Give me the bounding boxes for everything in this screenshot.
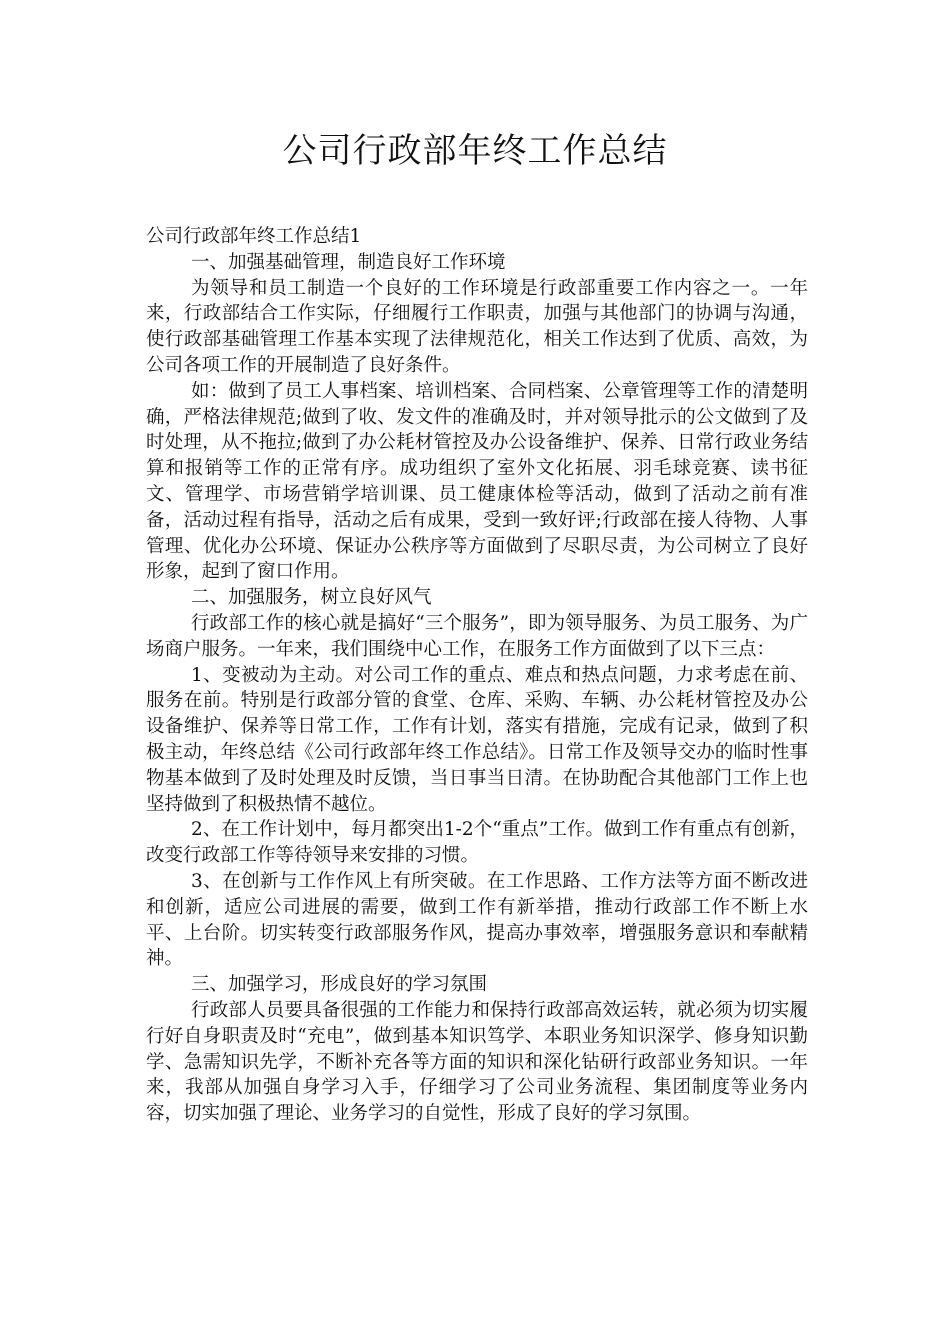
body-paragraph: 1、变被动为主动。对公司工作的重点、难点和热点问题，力求考虑在前、服务在前。特别是行政部分管的食堂、仓库、采购、车辆、办公耗材管控及办公设备维护、保养等日常工作，工作有计划，落实有措施，完成有记录，做到了积极主动，年终总结《公司行政部年终工作总结》。日常工作及领导交办的临时性事物基本做到了及时处理及时反馈，当日事当日清。在协助配合其他部门工作上也坚持做到了积极热情不越位。 xyxy=(146,664,808,815)
document-body xyxy=(146,224,808,1127)
subsection-heading: 一、加强基础管理，制造良好工作环境 xyxy=(191,251,506,273)
document-title: 公司行政部年终工作总结 xyxy=(282,131,668,171)
body-paragraph: 为领导和员工制造一个良好的工作环境是行政部重要工作内容之一。一年来，行政部结合工作实际，仔细履行工作职责，加强与其他部门的协调与沟通，使行政部基础管理工作基本实现了法律规范化，相关工作达到了优质、高效，为公司各项工作的开展制造了良好条件。 xyxy=(146,277,808,376)
body-paragraph: 如：做到了员工人事档案、培训档案、合同档案、公章管理等工作的清楚明确，严格法律规范;做到了收、发文件的准确及时，并对领导批示的公文做到了及时处理，从不拖拉;做到了办公耗材管控及办公设备维护、保养、日常行政业务结算和报销等工作的正常有序。成功组织了室外文化拓展、羽毛球竞赛、读书征文、管理学、市场营销学培训课、员工健康体检等活动，做到了活动之前有准备，活动过程有指导，活动之后有成果，受到一致好评;行政部在接人待物、人事管理、优化办公环境、保证办公秩序等方面做到了尽职尽责，为公司树立了良好形象，起到了窗口作用。 xyxy=(146,380,808,583)
subsection-heading: 二、加强服务，树立良好风气 xyxy=(191,587,432,609)
subsection-heading: 三、加强学习，形成良好的学习氛围 xyxy=(191,974,488,996)
body-paragraph: 2、在工作计划中，每月都突出1-2个“重点”工作。做到工作有重点有创新，改变行政部工作等待领导来安排的习惯。 xyxy=(146,819,808,867)
body-paragraph: 3、在创新与工作作风上有所突破。在工作思路、工作方法等方面不断改进和创新，适应公司进展的需要，做到工作有新举措，推动行政部工作不断上水平、上台阶。切实转变行政部服务作风，提高办事效率，增强服务意识和奉献精神。 xyxy=(146,870,808,970)
section-heading-1: 公司行政部年终工作总结1 xyxy=(146,226,362,247)
body-paragraph: 行政部人员要具备很强的工作能力和保持行政部高效运转，就必须为切实履行好自身职责及时“充电”，做到基本知识笃学、本职业务知识深学、修身知识勤学、急需知识先学，不断补充各等方面的知识和深化钻研行政部业务知识。一年来，我部从加强自身学习入手，仔细学习了公司业务流程、集团制度等业务内容，切实加强了理论、业务学习的自觉性，形成了良好的学习氛围。 xyxy=(146,999,808,1125)
body-paragraph: 行政部工作的核心就是搞好“三个服务”，即为领导服务、为员工服务、为广场商户服务。一年来，我们围绕中心工作，在服务工作方面做到了以下三点： xyxy=(146,612,808,660)
